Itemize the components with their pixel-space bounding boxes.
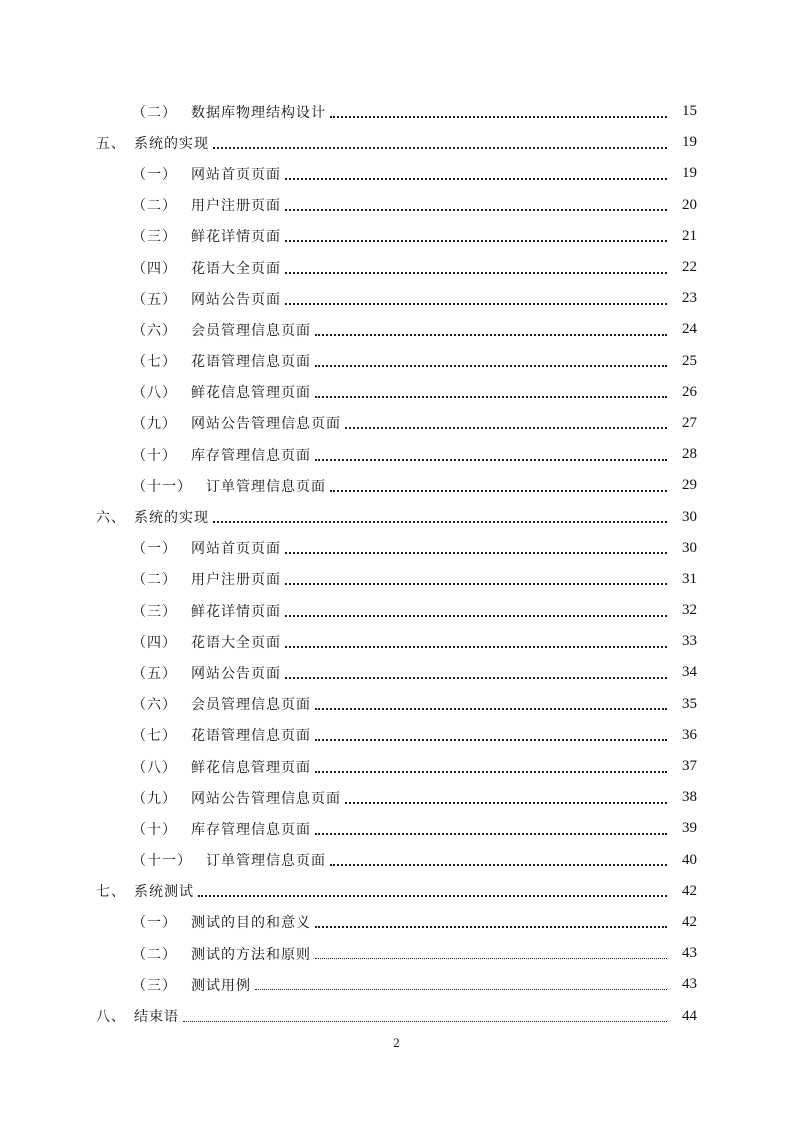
toc-entry[interactable]	[0, 689, 793, 720]
toc-entry[interactable]	[0, 283, 793, 314]
toc-entry-number: （一）	[132, 541, 177, 558]
page-number: 2	[393, 1035, 400, 1050]
toc-entry-number: （八）	[132, 759, 177, 776]
toc-leader-dots	[315, 349, 667, 367]
toc-leader-dots	[330, 848, 667, 866]
toc-entry-page: 40	[682, 851, 697, 868]
toc-entry-number: （八）	[132, 385, 177, 402]
toc-entry-page: 26	[682, 383, 697, 400]
toc-leader-dots	[255, 973, 667, 990]
toc-leader-dots	[285, 162, 667, 180]
toc-entry-number: （二）	[132, 104, 177, 121]
toc-leader-dots	[213, 131, 667, 149]
toc-entry[interactable]	[0, 938, 793, 969]
toc-entry-page: 30	[682, 508, 697, 525]
toc-leader-dots	[315, 692, 667, 710]
toc-entry-title: 花语大全页面	[191, 634, 281, 651]
toc-entry-page: 15	[682, 103, 697, 120]
toc-entry-title: 会员管理信息页面	[191, 697, 311, 714]
toc-entry[interactable]	[0, 1000, 793, 1031]
toc-entry-page: 42	[682, 913, 697, 930]
toc-leader-dots	[285, 193, 667, 211]
toc-leader-dots	[345, 786, 667, 804]
toc-leader-dots	[315, 723, 667, 741]
toc-entry[interactable]	[0, 408, 793, 439]
toc-leader-dots	[315, 380, 667, 398]
toc-entry-title: 用户注册页面	[191, 198, 281, 215]
toc-entry[interactable]	[0, 221, 793, 252]
toc-entry-title: 数据库物理结构设计	[191, 104, 326, 121]
toc-entry-title: 网站公告页面	[191, 665, 281, 682]
toc-leader-dots	[315, 755, 667, 773]
toc-entry-number: （二）	[132, 198, 177, 215]
toc-entry[interactable]	[0, 314, 793, 345]
table-of-contents	[0, 96, 793, 1032]
toc-entry-page: 30	[682, 539, 697, 556]
toc-entry[interactable]	[0, 969, 793, 1000]
toc-leader-dots	[285, 256, 667, 274]
toc-entry-number: （一）	[132, 915, 177, 932]
toc-entry-page: 33	[682, 633, 697, 650]
toc-entry-page: 23	[682, 290, 697, 307]
toc-entry-page: 35	[682, 695, 697, 712]
toc-leader-dots	[285, 224, 667, 242]
toc-entry-page: 21	[682, 227, 697, 244]
toc-entry-number: （二）	[132, 946, 177, 963]
toc-entry-number: （九）	[132, 790, 177, 807]
toc-leader-dots	[345, 411, 667, 429]
toc-entry-page: 24	[682, 321, 697, 338]
toc-entry[interactable]	[0, 876, 793, 907]
toc-entry-number: 七、	[96, 884, 126, 901]
toc-entry[interactable]	[0, 470, 793, 501]
toc-entry-number: （一）	[132, 166, 177, 183]
toc-entry[interactable]	[0, 501, 793, 532]
toc-entry-title: 网站公告管理信息页面	[191, 416, 341, 433]
toc-leader-dots	[198, 879, 667, 897]
toc-entry-title: 鲜花详情页面	[191, 229, 281, 246]
toc-entry-number: （六）	[132, 697, 177, 714]
toc-entry[interactable]	[0, 720, 793, 751]
toc-entry[interactable]	[0, 626, 793, 657]
toc-leader-dots	[285, 287, 667, 305]
toc-entry-number: 六、	[96, 510, 126, 527]
toc-entry[interactable]	[0, 158, 793, 189]
toc-entry-title: 订单管理信息页面	[206, 853, 326, 870]
toc-entry-number: （十一）	[132, 853, 192, 870]
toc-entry-number: （九）	[132, 416, 177, 433]
toc-entry-page: 43	[682, 945, 697, 962]
toc-entry-title: 鲜花详情页面	[191, 603, 281, 620]
toc-entry[interactable]	[0, 377, 793, 408]
toc-entry[interactable]	[0, 845, 793, 876]
toc-entry-title: 花语管理信息页面	[191, 728, 311, 745]
toc-entry-page: 31	[682, 570, 697, 587]
toc-entry[interactable]	[0, 346, 793, 377]
toc-entry-number: （二）	[132, 572, 177, 589]
toc-entry[interactable]	[0, 96, 793, 127]
toc-entry-number: 八、	[96, 1009, 126, 1026]
toc-entry-title: 结束语	[134, 1009, 179, 1026]
toc-entry-page: 27	[682, 414, 697, 431]
toc-leader-dots	[285, 599, 667, 617]
toc-leader-dots	[285, 630, 667, 648]
toc-entry[interactable]	[0, 907, 793, 938]
toc-entry-number: （十一）	[132, 478, 192, 495]
toc-entry-title: 库存管理信息页面	[191, 821, 311, 838]
toc-leader-dots	[315, 942, 667, 959]
toc-entry-number: （三）	[132, 229, 177, 246]
toc-entry-page: 39	[682, 820, 697, 837]
toc-leader-dots	[315, 910, 667, 928]
toc-entry-title: 系统的实现	[134, 135, 209, 152]
toc-entry-number: （五）	[132, 291, 177, 308]
toc-entry[interactable]	[0, 813, 793, 844]
toc-entry-title: 测试用例	[191, 977, 251, 994]
toc-entry-title: 系统测试	[134, 884, 194, 901]
toc-entry[interactable]	[0, 127, 793, 158]
toc-leader-dots	[285, 536, 667, 554]
toc-entry[interactable]	[0, 657, 793, 688]
toc-entry-page: 36	[682, 726, 697, 743]
toc-entry-number: （十）	[132, 821, 177, 838]
toc-entry-title: 用户注册页面	[191, 572, 281, 589]
toc-leader-dots	[285, 661, 667, 679]
toc-entry[interactable]	[0, 439, 793, 470]
toc-entry-number: （四）	[132, 260, 177, 277]
toc-entry-title: 系统的实现	[134, 510, 209, 527]
toc-leader-dots	[330, 100, 667, 118]
toc-entry-page: 37	[682, 758, 697, 775]
toc-entry-page: 42	[682, 882, 697, 899]
toc-entry-title: 测试的目的和意义	[191, 915, 311, 932]
toc-entry[interactable]	[0, 751, 793, 782]
toc-entry[interactable]	[0, 564, 793, 595]
toc-leader-dots	[315, 318, 667, 336]
toc-entry-number: （四）	[132, 634, 177, 651]
toc-entry-page: 25	[682, 352, 697, 369]
toc-entry[interactable]	[0, 782, 793, 813]
toc-leader-dots	[285, 567, 667, 585]
toc-entry-page: 19	[682, 165, 697, 182]
toc-entry-number: （三）	[132, 977, 177, 994]
toc-entry-title: 鲜花信息管理页面	[191, 385, 311, 402]
toc-entry-title: 测试的方法和原则	[191, 946, 311, 963]
toc-entry-number: （七）	[132, 354, 177, 371]
toc-entry-page: 20	[682, 196, 697, 213]
toc-leader-dots	[315, 443, 667, 461]
toc-leader-dots	[183, 1005, 667, 1022]
toc-entry-page: 34	[682, 664, 697, 681]
toc-entry-page: 38	[682, 789, 697, 806]
toc-entry-page: 22	[682, 259, 697, 276]
toc-entry-title: 鲜花信息管理页面	[191, 759, 311, 776]
toc-leader-dots	[330, 474, 667, 492]
toc-entry-number: （五）	[132, 665, 177, 682]
toc-entry[interactable]	[0, 190, 793, 221]
toc-entry[interactable]	[0, 595, 793, 626]
toc-entry-page: 29	[682, 477, 697, 494]
toc-entry-title: 订单管理信息页面	[206, 478, 326, 495]
toc-entry[interactable]	[0, 533, 793, 564]
toc-entry-number: 五、	[96, 135, 126, 152]
toc-entry-title: 花语大全页面	[191, 260, 281, 277]
toc-entry[interactable]	[0, 252, 793, 283]
toc-entry-page: 19	[682, 134, 697, 151]
toc-entry-number: （七）	[132, 728, 177, 745]
toc-entry-title: 网站公告页面	[191, 291, 281, 308]
toc-entry-page: 32	[682, 602, 697, 619]
toc-entry-number: （六）	[132, 322, 177, 339]
toc-entry-title: 会员管理信息页面	[191, 322, 311, 339]
toc-entry-number: （十）	[132, 447, 177, 464]
toc-entry-page: 44	[682, 1007, 697, 1024]
toc-leader-dots	[213, 505, 667, 523]
toc-entry-title: 网站首页页面	[191, 166, 281, 183]
toc-entry-page: 43	[682, 976, 697, 993]
toc-entry-page: 28	[682, 446, 697, 463]
toc-entry-title: 网站公告管理信息页面	[191, 790, 341, 807]
toc-entry-title: 花语管理信息页面	[191, 354, 311, 371]
toc-entry-title: 网站首页页面	[191, 541, 281, 558]
toc-leader-dots	[315, 817, 667, 835]
toc-entry-title: 库存管理信息页面	[191, 447, 311, 464]
toc-entry-number: （三）	[132, 603, 177, 620]
